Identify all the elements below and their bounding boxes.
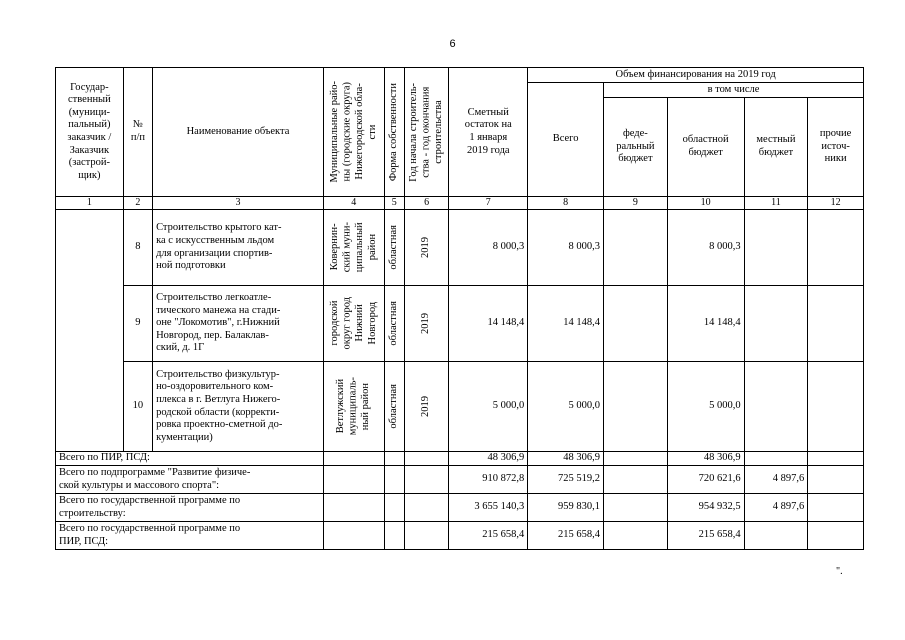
total-regional: 720 621,6 xyxy=(667,466,744,494)
regional-cell: 14 148,4 xyxy=(667,286,744,362)
ownership-cell: областная xyxy=(387,301,399,346)
federal-cell xyxy=(604,362,668,452)
total-regional: 954 932,5 xyxy=(667,494,744,522)
total-estimate: 3 655 140,3 xyxy=(449,494,528,522)
total-local: 4 897,6 xyxy=(744,494,808,522)
table-row xyxy=(56,286,864,362)
col-number: 2 xyxy=(123,197,152,210)
header-customer: Государ- ственный (муници- пальный) заказчик / Заказчик (застрой- щик) xyxy=(56,68,124,197)
regional-cell: 8 000,3 xyxy=(667,210,744,286)
total-cell: 5 000,0 xyxy=(528,362,604,452)
col-number: 6 xyxy=(404,197,448,210)
ownership-cell: областная xyxy=(387,225,399,270)
estimate-cell: 14 148,4 xyxy=(449,286,528,362)
col-number: 1 xyxy=(56,197,124,210)
total-estimate: 215 658,4 xyxy=(449,522,528,550)
table-row xyxy=(56,210,864,286)
object-name: Строительство физкультур- но-оздоровительного ком- плекса в г. Ветлуга Нижего- родской области (корректи- ровка проектно-сметной до- кументации) xyxy=(153,362,324,452)
total-sum: 959 830,1 xyxy=(528,494,604,522)
year-cell: 2019 xyxy=(420,313,432,334)
total-row xyxy=(56,522,864,550)
total-local xyxy=(744,452,808,466)
estimate-cell: 8 000,3 xyxy=(449,210,528,286)
total-sum: 48 306,9 xyxy=(528,452,604,466)
federal-cell xyxy=(604,210,668,286)
header-years: Год начала строитель- ства - год окончания строительства xyxy=(407,82,444,182)
column-numbers-row xyxy=(56,197,864,210)
col-number: 10 xyxy=(667,197,744,210)
total-sum: 725 519,2 xyxy=(528,466,604,494)
total-label: Всего по подпрограмме "Развитие физиче- ской культуры и массового спорта": xyxy=(56,466,324,494)
local-cell xyxy=(744,210,808,286)
total-sum: 215 658,4 xyxy=(528,522,604,550)
header-object-name: Наименование объекта xyxy=(153,68,324,197)
year-cell: 2019 xyxy=(420,396,432,417)
municipal-cell: городской округ город Нижний Новгород xyxy=(328,297,378,350)
customer-cell xyxy=(56,210,124,452)
total-regional: 215 658,4 xyxy=(667,522,744,550)
row-num: 10 xyxy=(123,362,152,452)
total-label: Всего по ПИР, ПСД: xyxy=(56,452,324,466)
total-cell: 8 000,3 xyxy=(528,210,604,286)
ownership-cell: областная xyxy=(387,384,399,429)
col-number: 12 xyxy=(808,197,864,210)
header-other: прочие источ- ники xyxy=(808,98,864,197)
local-cell xyxy=(744,286,808,362)
object-name: Строительство легкоатле- тического манежа на стади- оне "Локомотив", г.Нижний Новгород, пер. Балаклав- ский, д. 1Г xyxy=(153,286,324,362)
header-funding: Объем финансирования на 2019 год xyxy=(528,68,864,83)
other-cell xyxy=(808,286,864,362)
col-number: 9 xyxy=(604,197,668,210)
other-cell xyxy=(808,362,864,452)
row-num: 9 xyxy=(123,286,152,362)
total-label: Всего по государственной программе по строительству: xyxy=(56,494,324,522)
total-label: Всего по государственной программе по ПИР, ПСД: xyxy=(56,522,324,550)
header-num: № п/п xyxy=(123,68,152,197)
header-municipal: Муниципальные райо- ны (городские округа) Нижегородской обла- сти xyxy=(328,81,378,183)
object-name: Строительство крытого кат- ка с искусственным льдом для организации спортив- ной подготовки xyxy=(153,210,324,286)
regional-cell: 5 000,0 xyxy=(667,362,744,452)
other-cell xyxy=(808,210,864,286)
header-federal: феде- ральный бюджет xyxy=(604,98,668,197)
col-number: 5 xyxy=(384,197,404,210)
federal-cell xyxy=(604,286,668,362)
total-local xyxy=(744,522,808,550)
header-local: местный бюджет xyxy=(744,98,808,197)
total-row xyxy=(56,452,864,466)
municipal-cell: Ветлужский муниципаль- ный район xyxy=(334,377,372,436)
row-num: 8 xyxy=(123,210,152,286)
header-regional: областной бюджет xyxy=(667,98,744,197)
end-quote-mark: ". xyxy=(836,566,843,577)
total-local: 4 897,6 xyxy=(744,466,808,494)
total-regional: 48 306,9 xyxy=(667,452,744,466)
total-row xyxy=(56,466,864,494)
header-including: в том числе xyxy=(604,83,864,98)
municipal-cell: Ковернин- ский муни- ципальный район xyxy=(328,222,378,273)
page-number: 6 xyxy=(449,38,456,50)
col-number: 3 xyxy=(153,197,324,210)
col-number: 11 xyxy=(744,197,808,210)
header-estimate: Сметный остаток на 1 января 2019 года xyxy=(449,68,528,197)
local-cell xyxy=(744,362,808,452)
col-number: 4 xyxy=(323,197,384,210)
header-ownership: Форма собственности xyxy=(387,82,399,182)
total-estimate: 910 872,8 xyxy=(449,466,528,494)
total-row xyxy=(56,494,864,522)
total-cell: 14 148,4 xyxy=(528,286,604,362)
header-total: Всего xyxy=(528,83,604,197)
table-row xyxy=(56,362,864,452)
col-number: 8 xyxy=(528,197,604,210)
total-estimate: 48 306,9 xyxy=(449,452,528,466)
estimate-cell: 5 000,0 xyxy=(449,362,528,452)
col-number: 7 xyxy=(449,197,528,210)
year-cell: 2019 xyxy=(420,237,432,258)
funding-table xyxy=(55,67,864,550)
